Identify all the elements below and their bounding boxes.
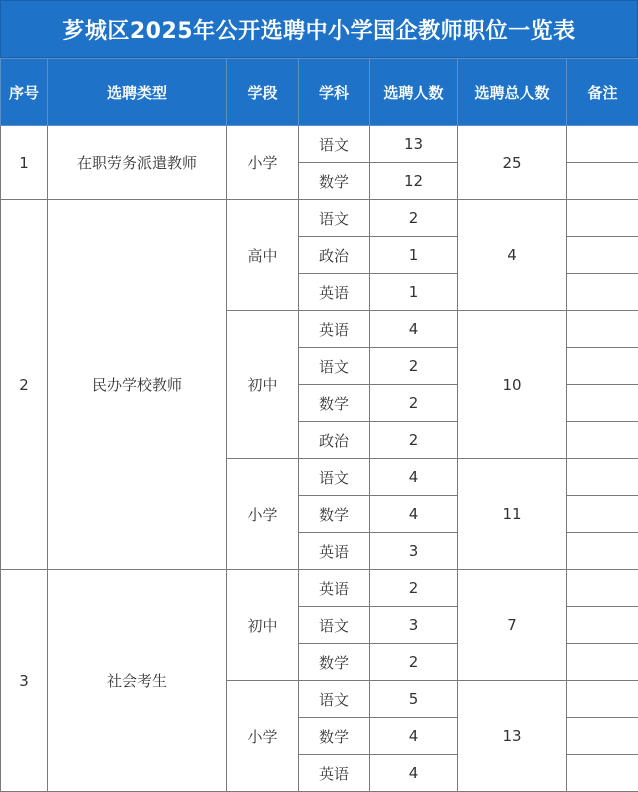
school-stage-cell: 高中 bbox=[227, 200, 299, 311]
remark-cell bbox=[567, 533, 638, 570]
positions-table bbox=[0, 58, 638, 792]
subject-cell: 语文 bbox=[299, 200, 370, 237]
school-stage-cell: 初中 bbox=[227, 311, 299, 459]
subject-cell: 语文 bbox=[299, 126, 370, 163]
header-subject: 学科 bbox=[299, 59, 370, 126]
count-cell: 2 bbox=[370, 644, 458, 681]
header-type: 选聘类型 bbox=[48, 59, 227, 126]
table-body bbox=[1, 126, 638, 792]
remark-cell bbox=[567, 755, 638, 792]
school-stage-cell: 初中 bbox=[227, 570, 299, 681]
subject-cell: 英语 bbox=[299, 533, 370, 570]
count-cell: 1 bbox=[370, 237, 458, 274]
page-title: 芗城区2025年公开选聘中小学国企教师职位一览表 bbox=[0, 0, 638, 58]
count-cell: 1 bbox=[370, 274, 458, 311]
recruit-type-cell: 民办学校教师 bbox=[48, 200, 227, 570]
total-count-cell: 13 bbox=[458, 681, 567, 792]
subject-cell: 数学 bbox=[299, 496, 370, 533]
row-number-cell: 3 bbox=[1, 570, 48, 792]
count-cell: 4 bbox=[370, 459, 458, 496]
subject-cell: 语文 bbox=[299, 348, 370, 385]
header-stage: 学段 bbox=[227, 59, 299, 126]
remark-cell bbox=[567, 126, 638, 163]
remark-cell bbox=[567, 163, 638, 200]
subject-cell: 语文 bbox=[299, 681, 370, 718]
remark-cell bbox=[567, 459, 638, 496]
row-number-cell: 1 bbox=[1, 126, 48, 200]
total-count-cell: 11 bbox=[458, 459, 567, 570]
subject-cell: 英语 bbox=[299, 274, 370, 311]
recruit-type-cell: 社会考生 bbox=[48, 570, 227, 792]
count-cell: 5 bbox=[370, 681, 458, 718]
school-stage-cell: 小学 bbox=[227, 681, 299, 792]
subject-cell: 英语 bbox=[299, 570, 370, 607]
total-count-cell: 4 bbox=[458, 200, 567, 311]
remark-cell bbox=[567, 385, 638, 422]
total-count-cell: 10 bbox=[458, 311, 567, 459]
count-cell: 4 bbox=[370, 496, 458, 533]
remark-cell bbox=[567, 311, 638, 348]
remark-cell bbox=[567, 422, 638, 459]
remark-cell bbox=[567, 644, 638, 681]
school-stage-cell: 小学 bbox=[227, 126, 299, 200]
school-stage-cell: 小学 bbox=[227, 459, 299, 570]
count-cell: 4 bbox=[370, 311, 458, 348]
recruit-type-cell: 在职劳务派遣教师 bbox=[48, 126, 227, 200]
subject-cell: 英语 bbox=[299, 311, 370, 348]
count-cell: 4 bbox=[370, 755, 458, 792]
header-row bbox=[1, 59, 638, 126]
row-number-cell: 2 bbox=[1, 200, 48, 570]
remark-cell bbox=[567, 570, 638, 607]
subject-cell: 语文 bbox=[299, 459, 370, 496]
header-total: 选聘总人数 bbox=[458, 59, 567, 126]
remark-cell bbox=[567, 200, 638, 237]
table-row bbox=[1, 200, 638, 237]
remark-cell bbox=[567, 496, 638, 533]
count-cell: 2 bbox=[370, 385, 458, 422]
remark-cell bbox=[567, 274, 638, 311]
remark-cell bbox=[567, 718, 638, 755]
subject-cell: 数学 bbox=[299, 718, 370, 755]
remark-cell bbox=[567, 348, 638, 385]
count-cell: 12 bbox=[370, 163, 458, 200]
remark-cell bbox=[567, 681, 638, 718]
count-cell: 2 bbox=[370, 422, 458, 459]
header-count: 选聘人数 bbox=[370, 59, 458, 126]
count-cell: 4 bbox=[370, 718, 458, 755]
subject-cell: 数学 bbox=[299, 385, 370, 422]
total-count-cell: 25 bbox=[458, 126, 567, 200]
subject-cell: 语文 bbox=[299, 607, 370, 644]
remark-cell bbox=[567, 607, 638, 644]
table-row bbox=[1, 126, 638, 163]
count-cell: 3 bbox=[370, 607, 458, 644]
subject-cell: 政治 bbox=[299, 422, 370, 459]
count-cell: 3 bbox=[370, 533, 458, 570]
header-remark: 备注 bbox=[567, 59, 638, 126]
subject-cell: 政治 bbox=[299, 237, 370, 274]
count-cell: 2 bbox=[370, 348, 458, 385]
subject-cell: 数学 bbox=[299, 163, 370, 200]
count-cell: 2 bbox=[370, 200, 458, 237]
subject-cell: 数学 bbox=[299, 644, 370, 681]
total-count-cell: 7 bbox=[458, 570, 567, 681]
header-no: 序号 bbox=[1, 59, 48, 126]
table-row bbox=[1, 570, 638, 607]
count-cell: 2 bbox=[370, 570, 458, 607]
remark-cell bbox=[567, 237, 638, 274]
subject-cell: 英语 bbox=[299, 755, 370, 792]
count-cell: 13 bbox=[370, 126, 458, 163]
